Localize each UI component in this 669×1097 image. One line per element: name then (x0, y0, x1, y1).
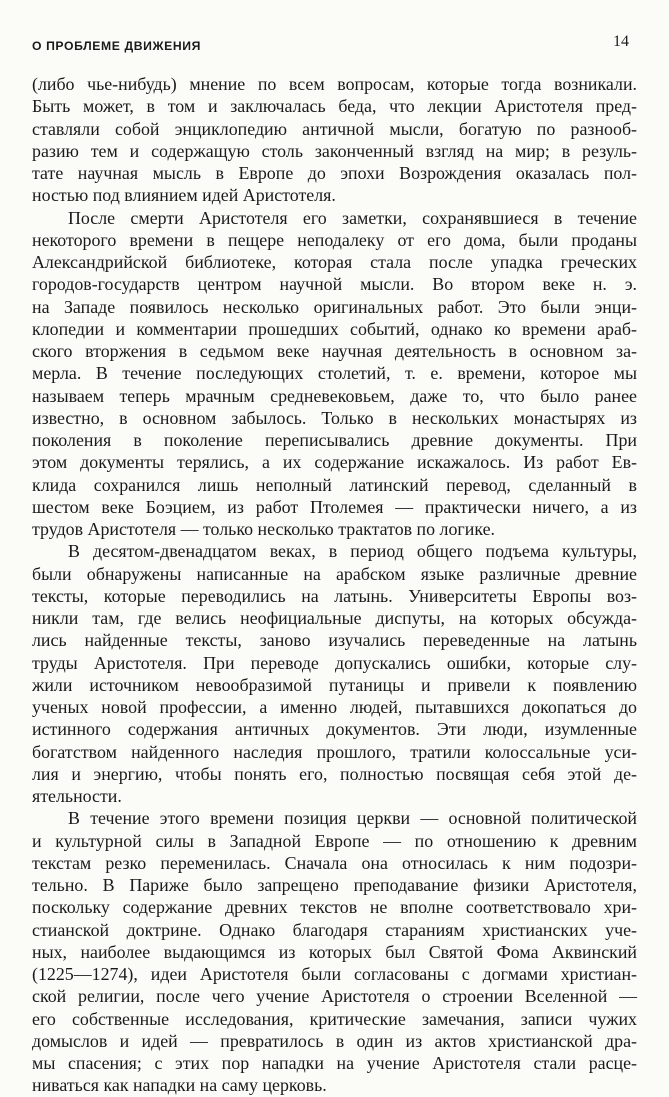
text-line: его собственные исследования, критические замечания, записи чужих (32, 1008, 637, 1029)
text-line: никли там, где велись неофициальные диспуты, на которых обсужда- (32, 608, 637, 628)
text-line: разию тем и содержащую столь законченный взгляд на мир; в резуль- (32, 140, 637, 161)
paragraph (32, 73, 637, 207)
page-number: 14 (613, 33, 629, 50)
paragraph (32, 207, 637, 541)
text-line: тате научная мысль в Европе до эпохи Возрождения оказалась пол- (32, 163, 637, 183)
text-line: этом документы терялись, а их содержание искажалось. Из работ Ев- (32, 452, 637, 473)
text-line: лись найденные тексты, заново изучались переведенные на латынь (32, 630, 637, 651)
text-line: истинного содержания античных документов. Эти люди, изумленные (32, 719, 637, 740)
text-line: труды Аристотеля. При переводе допускались ошибки, которые слу- (32, 652, 637, 673)
text-line: тексты, которые переводились на латынь. Университеты Европы воз- (32, 585, 637, 606)
text-line: текстам резко переменилась. Сначала она относилась к ним подозри- (32, 852, 637, 873)
paragraph (32, 807, 637, 1096)
text-line: тельно. В Париже было запрещено преподавание физики Аристотеля, (32, 875, 637, 895)
body-text (32, 73, 637, 1097)
text-line: ученых новой профессии, а именно людей, пытавшихся докопаться до (32, 697, 637, 717)
text-line: Быть может, в том и заключалась беда, что лекции Аристотеля пред- (32, 96, 637, 117)
text-line: (либо чье-нибудь) мнение по всем вопросам, которые тогда возникали. (32, 74, 637, 94)
text-line: домыслов и идей — превратилось в один из актов христианской дра- (32, 1030, 637, 1051)
text-line: лия и энергию, чтобы понять его, полностью посвящая себя этой де- (32, 763, 637, 784)
text-line: мы спасения; с этих пор нападки на учение Аристотеля стали расце- (32, 1053, 637, 1073)
paragraph (32, 540, 637, 807)
text-line: некоторого времени в пещере неподалеку от его дома, были проданы (32, 229, 637, 250)
text-line: были обнаружены написанные на арабском языке различные древние (32, 563, 637, 584)
text-line: ского вторжения в седьмом веке научная деятельность в основном за- (32, 341, 637, 361)
text-line: и культурной силы в Западной Европе — по отношению к древним (32, 830, 637, 851)
text-line: богатством найденного наследия прошлого, тратили колоссальные уси- (32, 741, 637, 762)
text-line: (1225—1274), идеи Аристотеля были согласованы с догмами христиан- (32, 964, 637, 984)
text-line: поскольку содержание древних текстов не вполне соответствовало хри- (32, 897, 637, 918)
text-line: называем теперь мрачным средневековьем, даже то, что было ранее (32, 385, 637, 406)
text-line: После смерти Аристотеля его заметки, сохранявшиеся в течение (68, 207, 637, 228)
text-line: В десятом-двенадцатом веках, в период общего подъема культуры, (68, 541, 637, 562)
text-line: клида сохранился лишь неполный латинский перевод, сделанный в (32, 474, 637, 495)
text-line: ставляли собой энциклопедию античной мысли, богатую по разнооб- (32, 118, 637, 139)
text-line: стианской доктрине. Однако благодаря стараниям христианских уче- (32, 919, 637, 940)
text-line: ных, наиболее выдающимся из которых был Святой Фома Аквинский (32, 941, 637, 962)
text-line: ниваться как нападки на саму церковь. (32, 1075, 327, 1096)
text-line: В течение этого времени позиция церкви — основной политической (68, 808, 637, 829)
running-title: О ПРОБЛЕМЕ ДВИЖЕНИЯ (32, 39, 201, 53)
text-line: ской религии, после чего учение Аристотеля о строении Вселенной — (32, 986, 637, 1007)
text-line: известно, в основном забылось. Только в нескольких монастырях из (32, 407, 637, 428)
text-line: на Западе появилось несколько оригинальных работ. Это были энци- (32, 296, 637, 317)
text-line: поколения в поколение переписывались древние документы. При (32, 430, 637, 450)
text-line: клопедии и комментарии прошедших событий, однако ко времени араб- (32, 318, 637, 339)
text-line: шестом веке Боэцием, из работ Птолемея — практически ничего, а из (32, 496, 637, 517)
text-line: Александрийской библиотеке, которая стала после упадка греческих (32, 252, 637, 272)
text-line: жили источником невообразимой путаницы и привели к появлению (32, 674, 637, 695)
text-line: городов-государств центром научной мысли. Во втором веке н. э. (32, 274, 637, 295)
text-line: ностью под влиянием идей Аристотеля. (32, 185, 336, 206)
text-line: трудов Аристотеля — только несколько трактатов по логике. (32, 519, 495, 539)
text-line: мерла. В течение последующих столетий, т. е. времени, которое мы (32, 363, 637, 384)
text-line: ятельности. (32, 786, 122, 806)
